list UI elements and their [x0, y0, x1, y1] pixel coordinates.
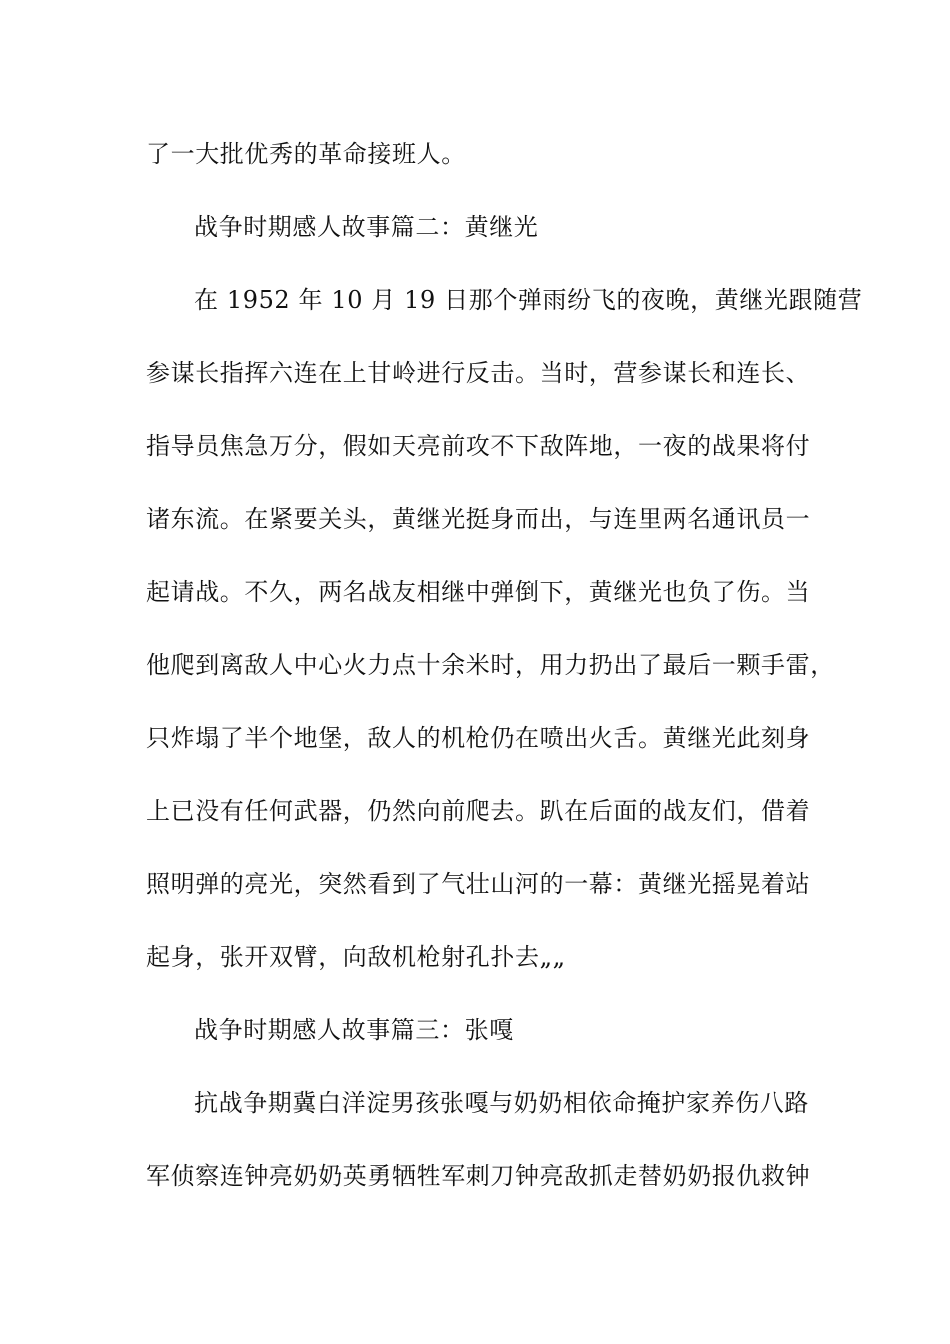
paragraph-line: 军侦察连钟亮奶奶英勇牺牲军刺刀钟亮敌抓走替奶奶报仇救钟 [146, 1162, 811, 1190]
paragraph-line: 抗战争期冀白洋淀男孩张嘎与奶奶相依命掩护家养伤八路 [194, 1089, 809, 1117]
paragraph-line: 诸东流。在紧要关头，黄继光挺身而出，与连里两名通讯员一 [146, 505, 811, 533]
paragraph-line: 了一大批优秀的革命接班人。 [146, 140, 466, 168]
section-heading: 战争时期感人故事篇三：张嘎 [194, 1016, 514, 1044]
paragraph-line: 参谋长指挥六连在上甘岭进行反击。当时，营参谋长和连长、 [146, 359, 811, 387]
paragraph-line: 起身，张开双臂，向敌机枪射孔扑去„„ [146, 943, 566, 971]
paragraph-line: 上已没有任何武器，仍然向前爬去。趴在后面的战友们，借着 [146, 797, 811, 825]
paragraph-line: 他爬到离敌人中心火力点十余米时，用力扔出了最后一颗手雷， [146, 651, 835, 679]
section-heading: 战争时期感人故事篇二：黄继光 [194, 213, 539, 241]
paragraph-line: 照明弹的亮光，突然看到了气壮山河的一幕：黄继光摇晃着站 [146, 870, 811, 898]
paragraph-line: 起请战。不久，两名战友相继中弹倒下，黄继光也负了伤。当 [146, 578, 811, 606]
paragraph-line: 在 1952 年 10 月 19 日那个弹雨纷飞的夜晚，黄继光跟随营 [194, 286, 863, 314]
paragraph-line: 只炸塌了半个地堡，敌人的机枪仍在喷出火舌。黄继光此刻身 [146, 724, 811, 752]
paragraph-line: 指导员焦急万分，假如天亮前攻不下敌阵地，一夜的战果将付 [146, 432, 811, 460]
